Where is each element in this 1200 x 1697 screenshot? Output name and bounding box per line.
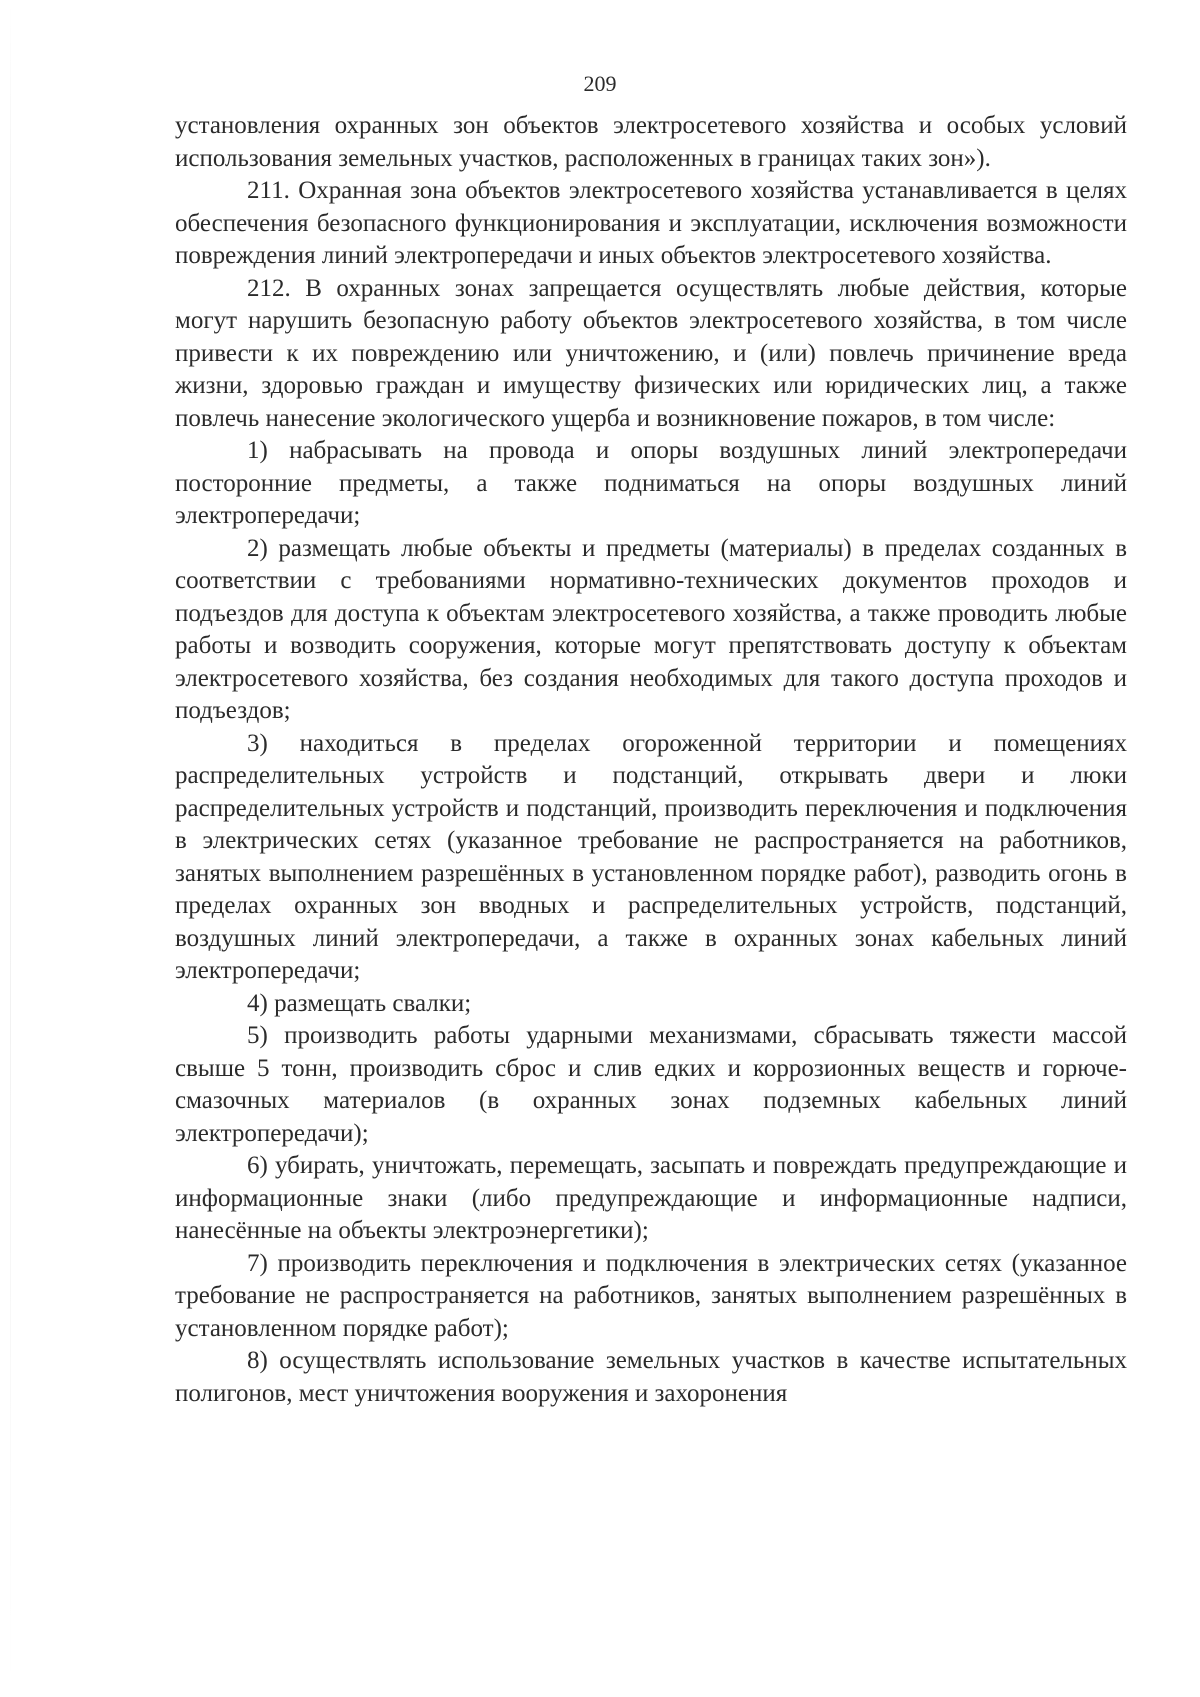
list-item-7: 7) производить переключения и подключения в электрических сетях (указанное требование не распространяется на работников, занятых выполнением разрешённых в установленном порядке работ); bbox=[175, 1249, 1127, 1342]
list-item-6: 6) убирать, уничтожать, перемещать, засыпать и повреждать предупреждающие и информационные знаки (либо предупреждающие и информационные надписи, нанесённые на объекты электроэнергетики); bbox=[175, 1152, 1127, 1244]
page-number: 209 bbox=[583, 71, 617, 96]
paragraph-211: 211. Охранная зона объектов электросетевого хозяйства устанавливается в целях обеспечения безопасного функционирования и эксплуатации, исключения возможности повреждения линий электропередачи и иных объектов электросетевого хозяйства. bbox=[175, 177, 1127, 269]
paragraph-212: 212. В охранных зонах запрещается осуществлять любые действия, которые могут нарушить безопасную работу объектов электросетевого хозяйства, в том числе привести к их повреждению или уничтожению, и (или) повлечь причинение вреда жизни, здоровью граждан и имуществу физических или юридических лиц, а также повлечь нанесение экологического ущерба и возникновение пожаров, в том числе: bbox=[175, 274, 1127, 432]
list-item-5: 5) производить работы ударными механизмами, сбрасывать тяжести массой свыше 5 тонн, производить сброс и слив едких и коррозионных веществ и горюче-смазочных материалов (в охранных зонах подземных кабельных линий электропередачи); bbox=[175, 1022, 1127, 1147]
list-item-2: 2) размещать любые объекты и предметы (материалы) в пределах созданных в соответствии с требованиями нормативно-технических документов проходов и подъездов для доступа к объектам электросетевого хозяйства, а также проводить любые работы и возводить сооружения, которые могут препятствовать доступу к объектам электросетевого хозяйства, без создания необходимых для такого доступа проходов и подъездов; bbox=[175, 534, 1127, 724]
paragraph-continuation: установления охранных зон объектов электросетевого хозяйства и особых условий использования земельных участков, расположенных в границах таких зон»). bbox=[175, 112, 1127, 172]
list-item-3: 3) находиться в пределах огороженной территории и помещениях распределительных устройств и подстанций, открывать двери и люки распределительных устройств и подстанций, производить переключения и подключения в электрических сетях (указанное требование не распространяется на работников, занятых выполнением разрешённых в установленном порядке работ), разводить огонь в пределах охранных зон вводных и распределительных устройств, подстанций, воздушных линий электропередачи, а также в охранных зонах кабельных линий электропередачи; bbox=[175, 729, 1127, 984]
list-item-1: 1) набрасывать на провода и опоры воздушных линий электропередачи посторонние предметы, а также подниматься на опоры воздушных линий электропередачи; bbox=[175, 437, 1127, 529]
scan-edge bbox=[10, 0, 11, 1697]
document-body bbox=[175, 110, 1127, 1410]
list-item-8: 8) осуществлять использование земельных участков в качестве испытательных полигонов, мест уничтожения вооружения и захоронения bbox=[175, 1347, 1127, 1407]
list-item-4: 4) размещать свалки; bbox=[247, 989, 472, 1017]
